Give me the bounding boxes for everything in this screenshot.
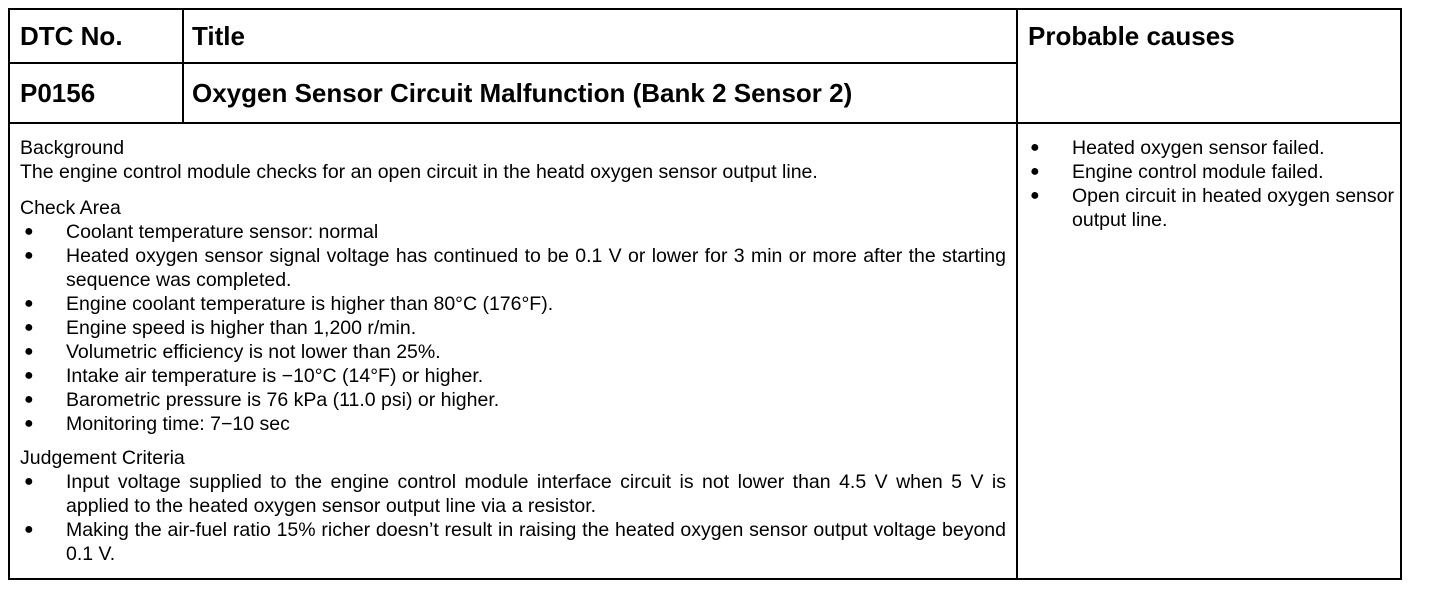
causes-cell — [1026, 136, 1394, 242]
list-item: ● Intake air temperature is −10°C (14°F) or higher. — [24, 365, 484, 387]
dtc-code: P0156 — [20, 78, 96, 108]
list-item: ● Heated oxygen sensor signal voltage has continued to be 0.1 V or lower for 3 min or more after the starting sequence was completed. — [24, 245, 1006, 291]
check-area-heading: Check Area — [20, 197, 121, 219]
divider-header-row — [10, 62, 1016, 64]
list-item: ● Engine speed is higher than 1,200 r/min. — [24, 317, 417, 339]
list-item: ● Engine coolant temperature is higher than 80°C (176°F). — [24, 293, 554, 315]
bullet-icon: ● — [1030, 139, 1040, 156]
bullet-icon: ● — [1030, 187, 1040, 204]
bullet-icon: ● — [24, 223, 34, 240]
check-area-list — [20, 220, 1006, 436]
background-text: The engine control module checks for an open circuit in the heatd oxygen sensor output line. — [20, 161, 818, 183]
header-probable-causes: Probable causes — [1028, 21, 1235, 51]
bullet-icon: ● — [1030, 163, 1040, 180]
background-heading: Background — [20, 137, 125, 159]
list-item: ● Barometric pressure is 76 kPa (11.0 psi) or higher. — [24, 389, 500, 411]
bullet-icon: ● — [24, 343, 34, 360]
bullet-icon: ● — [24, 295, 34, 312]
dtc-title: Oxygen Sensor Circuit Malfunction (Bank 2 Sensor 2) — [192, 78, 853, 108]
list-item: ● Monitoring time: 7−10 sec — [24, 413, 290, 435]
header-dtc-no: DTC No. — [20, 21, 123, 51]
divider-body-row — [10, 122, 1400, 124]
judgement-heading: Judgement Criteria — [20, 447, 185, 469]
bullet-icon: ● — [24, 247, 34, 264]
header-title: Title — [192, 21, 245, 51]
list-item: ● Making the air-fuel ratio 15% richer doesn’t result in raising the heated oxygen sensor output voltage beyond 0.1 V. — [24, 519, 1006, 565]
bullet-icon: ● — [24, 521, 34, 538]
judgement-list — [20, 470, 1006, 566]
divider-main-causes — [1016, 10, 1018, 578]
bullet-icon: ● — [24, 367, 34, 384]
list-item: ● Input voltage supplied to the engine control module interface circuit is not lower than 4.5 V when 5 V is applied to the heated oxygen sensor output line via a resistor. — [24, 471, 1006, 517]
description-cell — [20, 136, 1006, 576]
bullet-icon: ● — [24, 473, 34, 490]
list-item: ● Volumetric efficiency is not lower than 25%. — [24, 341, 441, 363]
bullet-icon: ● — [24, 391, 34, 408]
list-item: ● Coolant temperature sensor: normal — [24, 221, 379, 243]
list-item: ● Engine control module failed. — [1030, 161, 1324, 183]
divider-dtc-title — [182, 10, 184, 122]
list-item: ● Heated oxygen sensor failed. — [1030, 137, 1325, 159]
bullet-icon: ● — [24, 319, 34, 336]
list-item: ● Open circuit in heated oxygen sensor output line. — [1030, 185, 1394, 231]
dtc-table — [8, 8, 1402, 580]
bullet-icon: ● — [24, 415, 34, 432]
causes-list — [1026, 136, 1394, 232]
